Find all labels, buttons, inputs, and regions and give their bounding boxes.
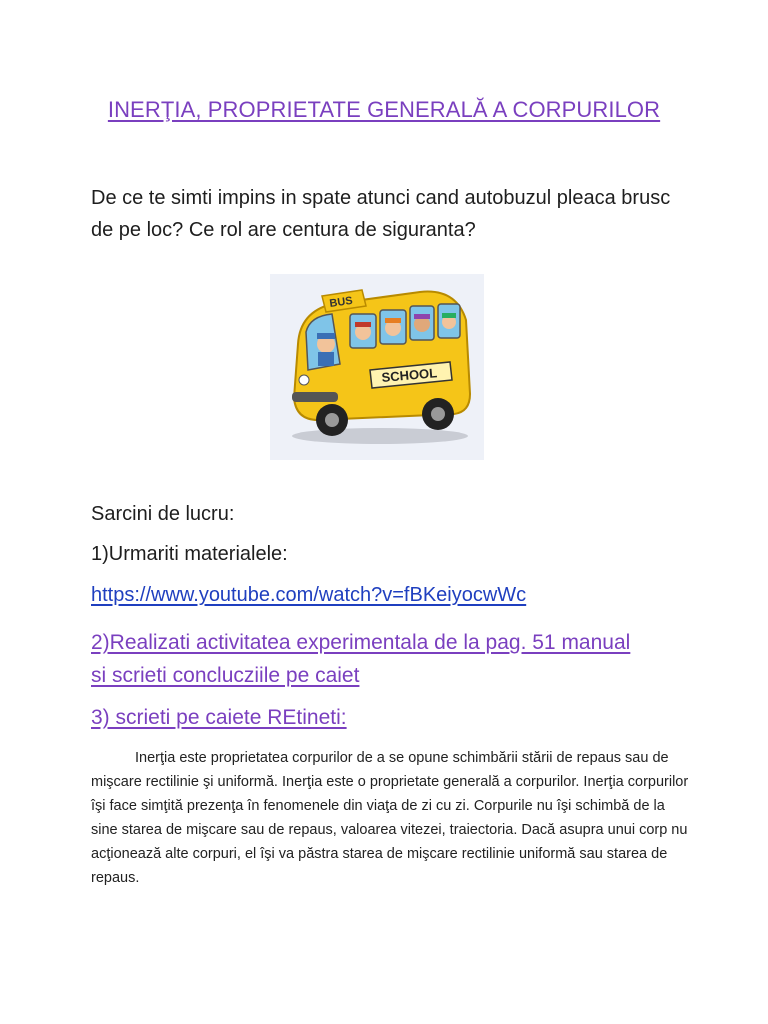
youtube-link[interactable]: https://www.youtube.com/watch?v=fBKeiyocwWc: [91, 584, 527, 606]
inertia-paragraph: Inerţia este proprietatea corpurilor de a se opune schimbării stării de repaus sau de mişcare rectilinie şi uniformă. Inerţia este o proprietate generală a corpurilor. Inerţia corpurilor îşi face simţită prezenţa în fenomenele din viaţa de zi cu zi. Corpurile nu îşi schimbă de la sine starea de mişcare sau de repaus, valoarea vitezei, traiectoria. Dacă asupra unui corp nu acţionează alte corpuri, el îşi va păstra starea de mişcare rectilinie uniformă sau starea de repaus.: [91, 750, 689, 886]
school-sign-text: SCHOOL: [380, 365, 438, 385]
intro-question: De ce te simti impins in spate atunci cand autobuzul pleaca brusc de pe loc? Ce rol are centura de siguranta?: [91, 187, 671, 241]
task-item-1: 1)Urmariti materialele:: [91, 543, 288, 565]
page-title: INERŢIA, PROPRIETATE GENERALĂ A CORPURILOR: [107, 97, 661, 122]
task-item-2: 2)Realizati activitatea experimentala de la pag. 51 manual si scrieti conclucziile pe caiet: [91, 631, 631, 687]
task-item-3: 3) scrieti pe caiete REtineti:: [91, 706, 347, 729]
bus-sign-text: BUS: [328, 294, 354, 310]
tasks-heading: Sarcini de lucru:: [91, 503, 235, 525]
school-bus-icon: [270, 274, 484, 460]
school-bus-image: [270, 274, 484, 460]
